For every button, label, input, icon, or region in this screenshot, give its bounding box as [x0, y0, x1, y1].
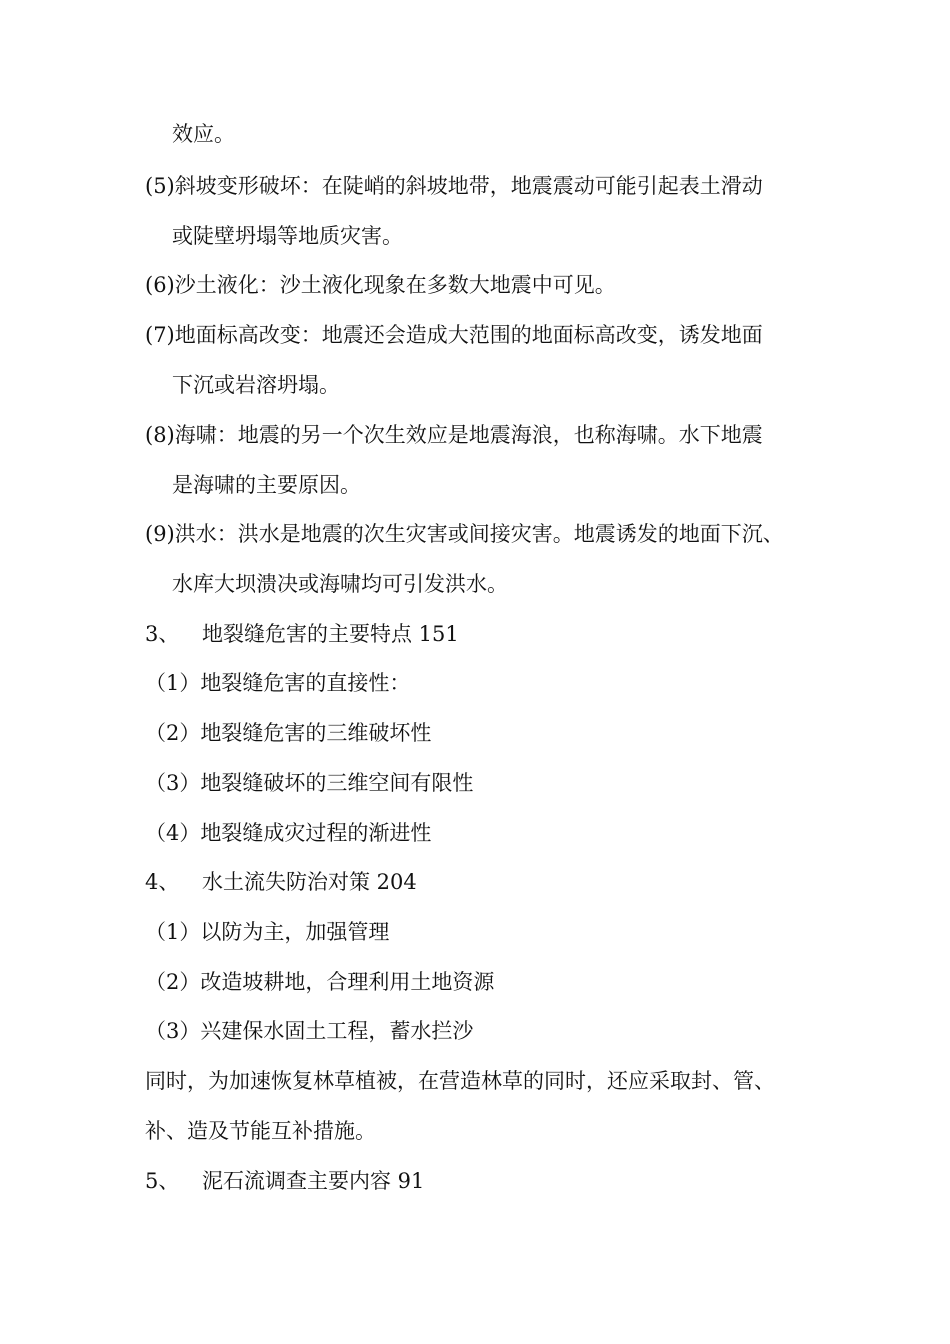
section-4-point-2: （2）改造坡耕地，合理利用土地资源 — [145, 970, 495, 994]
section-number: 3、 — [145, 622, 180, 646]
item-text: 沙土液化：沙土液化现象在多数大地震中可见。 — [174, 273, 616, 297]
list-item-8 — [145, 425, 763, 446]
section-3-point-4: （4）地裂缝成灾过程的渐进性 — [145, 821, 432, 845]
list-item-7 — [145, 325, 763, 346]
section-4-point-1: （1）以防为主，加强管理 — [145, 920, 390, 944]
item-text: 海啸：地震的另一个次生效应是地震海浪，也称海啸。水下地震 — [174, 423, 763, 447]
item-number: (5) — [145, 174, 175, 198]
list-item-5 — [145, 176, 763, 197]
list-item-9 — [145, 524, 784, 545]
item-text: 斜坡变形破坏：在陡峭的斜坡地带，地震震动可能引起表土滑动 — [174, 174, 763, 198]
item-8-continuation: 是海啸的主要原因。 — [172, 473, 361, 497]
section-title: 泥石流调查主要内容 91 — [202, 1169, 425, 1193]
item-text: 洪水：洪水是地震的次生灾害或间接灾害。地震诱发的地面下沉、 — [174, 522, 784, 546]
section-number: 4、 — [145, 870, 180, 894]
section-4-paragraph-line-2: 补、造及节能互补措施。 — [145, 1119, 376, 1143]
item-number: (7) — [145, 323, 175, 347]
continuation-line: 效应。 — [172, 122, 235, 146]
item-number: (9) — [145, 522, 175, 546]
section-title: 水土流失防治对策 204 — [202, 870, 417, 894]
section-3-point-1: （1）地裂缝危害的直接性： — [145, 671, 411, 695]
item-9-continuation: 水库大坝溃决或海啸均可引发洪水。 — [172, 572, 508, 596]
item-7-continuation: 下沉或岩溶坍塌。 — [172, 373, 340, 397]
section-title: 地裂缝危害的主要特点 151 — [202, 622, 459, 646]
list-item-6 — [145, 275, 616, 296]
section-4-point-3: （3）兴建保水固土工程，蓄水拦沙 — [145, 1019, 474, 1043]
section-number: 5、 — [145, 1169, 180, 1193]
item-text: 地面标高改变：地震还会造成大范围的地面标高改变，诱发地面 — [174, 323, 763, 347]
item-number: (6) — [145, 273, 175, 297]
section-4-paragraph-line-1: 同时，为加速恢复林草植被，在营造林草的同时，还应采取封、管、 — [145, 1069, 775, 1093]
item-5-continuation: 或陡壁坍塌等地质灾害。 — [172, 224, 403, 248]
item-number: (8) — [145, 423, 175, 447]
section-3-point-2: （2）地裂缝危害的三维破坏性 — [145, 721, 432, 745]
section-3-point-3: （3）地裂缝破坏的三维空间有限性 — [145, 771, 474, 795]
